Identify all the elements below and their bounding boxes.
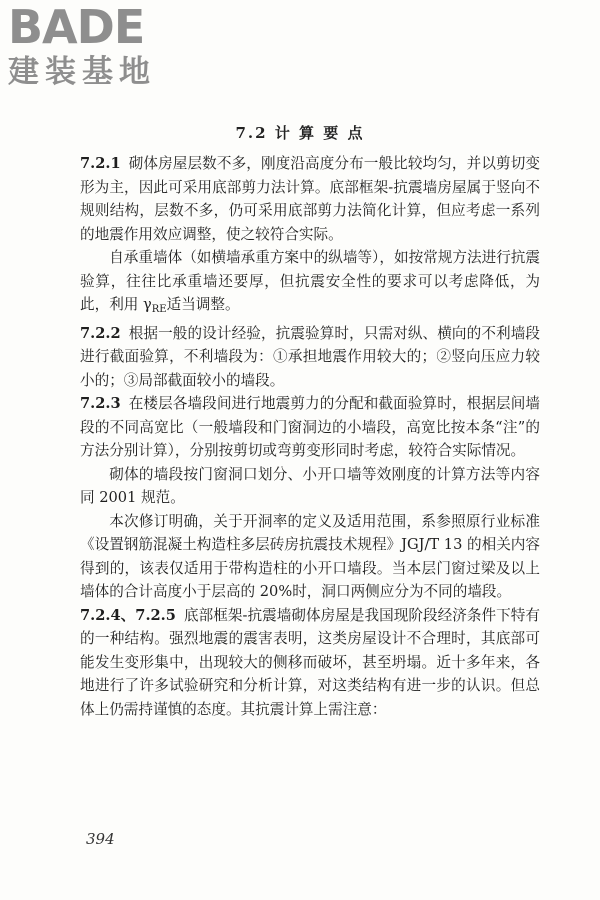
clause-number: 7.2.4、7.2.5 [80,606,176,624]
paragraph-wall-segment [80,463,540,510]
paragraph-7-2-4-7-2-5 [80,604,540,722]
paragraph-text: 砌体房屋层数不多，刚度沿高度分布一般比较均匀，并以剪切变形为主，因此可采用底部剪力法计算。底部框架-抗震墙房屋属于竖向不规则结构，层数不多，仍可采用底部剪力法简化计算，但应考虑一系列的地震作用效应调整，使之较符合实际。 [80,155,540,243]
clause-number: 7.2.1 [80,155,121,172]
paragraph-text: 适当调整。 [166,296,240,313]
paragraph-text: 根据一般的设计经验，抗震验算时，只需对纵、横向的不利墙段进行截面验算，不利墙段为：①承担地震作用较大的；②竖向压应力较小的；③局部截面较小的墙段。 [80,324,540,389]
paragraph-self-bearing-wall [80,246,540,322]
paragraph-text: 在楼层各墙段间进行地震剪力的分配和截面验算时，根据层间墙段的不同高宽比（一般墙段和门窗洞边的小墙段，高宽比按本条“注”的方法分别计算），分别按剪切或弯剪变形同时考虑，较符合实际情况。 [80,395,540,459]
paragraph-7-2-2 [80,322,540,393]
publisher-logo [8,0,178,90]
page-number: 394 [86,830,115,848]
paragraph-text: 本次修订明确，关于开洞率的定义及适用范围，系参照原行业标准《设置钢筋混凝土构造柱多层砖房抗震技术规程》JGJ/T 13 的相关内容得到的，该表仅适用于带构造柱的小开口墙段。当本层门窗过梁及以上墙体的合计高度小于层高的 20%时，洞口两侧应分为不同的墙段。 [80,512,540,600]
logo-text-en: BADE [8,0,145,54]
gamma-subscript: RE [151,304,167,315]
paragraph-text: 底部框架-抗震墙砌体房屋是我国现阶段经济条件下特有的一种结构。强烈地震的震害表明，这类房屋设计不合理时，其底部可能发生变形集中，出现较大的侧移而破坏，甚至坍塌。近十多年来，各地进行了许多试验研究和分析计算，对这类结构有进一步的认识。但总体上仍需持谨慎的态度。其抗震计算上需注意： [80,606,541,718]
paragraph-text: 砌体的墙段按门窗洞口划分、小开口墙等效刚度的计算方法等内容同 2001 规范。 [80,465,540,506]
paragraph-7-2-1 [80,152,540,246]
paragraph-text: 自承重墙体（如横墙承重方案中的纵墙等），如按常规方法进行抗震验算，往往比承重墙还要厚，但抗震安全性的要求可以考虑降低，为此，利用 [80,249,540,313]
paragraph-revision [80,510,540,604]
paragraph-7-2-3 [80,392,540,463]
body-text [80,152,540,721]
logo-text-cn: 建装基地 [8,54,156,90]
section-title: 7.2 计 算 要 点 [235,124,365,142]
clause-number: 7.2.2 [80,324,121,342]
gamma-symbol: γ [143,296,152,313]
clause-number: 7.2.3 [80,395,121,412]
